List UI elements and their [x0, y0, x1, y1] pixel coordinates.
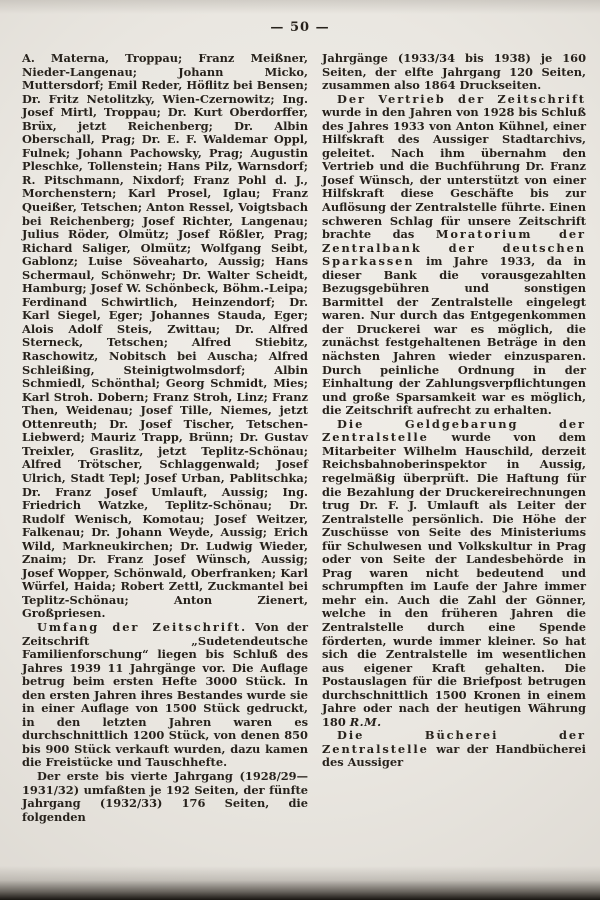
scan-bottom-edge — [0, 866, 600, 900]
column-left — [22, 52, 308, 824]
text-segment: war der Handbücherei des Aussiger — [322, 741, 586, 770]
emphasized-heading-text: Umfang der Zeitschrift. — [37, 619, 248, 634]
paragraph — [322, 93, 586, 418]
text-segment: R.M. — [349, 714, 382, 729]
page-number: — 50 — — [270, 20, 330, 35]
emphasized-heading-text: Moratorium der Zentralbank der deutschen Sparkassen — [322, 227, 586, 269]
text-segment: wurde in den Jahren von 1928 bis Schluß des Jahres 1933 von Anton Kühnel, einer Hilfskraft des Aussiger Stadtarchivs, geleitet. Nach ihm übernahm den Vertrieb und die Buchführung Dr. Franz Josef Wünsch, der unterstützt von einer Hilfskraft diese Geschäfte bis zur Auflösung der Zentralstelle führte. Einen schweren Schlag für unsere Zeitschrift brachte das — [322, 105, 586, 242]
text-segment: im Jahre 1933, da in dieser Bank die vorausgezahlten Bezugsgebühren und sonstigen Barmittel der Zentralstelle eingelegt waren. Nur durch das Entgegenkommen der Druckerei war es möglich, die zunächst festgehaltenen Beträge in den nächsten Jahren wieder einzusparen. Durch peinliche Ordnung in der Einhaltung der Zahlungsverpflichtungen und große Sparsamkeit war es möglich, die Zeitschrift aufrecht zu erhalten. — [322, 254, 586, 418]
paragraph — [322, 52, 586, 93]
text-segment: Der erste bis vierte Jahrgang (1928/29—1931/32) umfaßten je 192 Seiten, der fünfte Jahrgang (1932/33) 176 Seiten, die folgenden — [22, 768, 308, 824]
text-segment: wurde von dem Mitarbeiter Wilhelm Hauschild, derzeit Reichsbahnoberinspektor in Aussig, regelmäßig überprüft. Die Haftung für die Bezahlung der Druckereirechnungen trug Dr. F. J. Umlauft als Leiter der Zentralstelle persönlich. Die Höhe der Zuschüsse von Seite des Ministeriums für Schulwesen und Volkskultur in Prag oder von Seite der Landesbehörde in Prag waren nicht bedeutend und schrumpften im Laufe der Jahre immer mehr ein. Auch die Zahl der Gönner, welche in den früheren Jahren die Zentralstelle durch eine Spende förderten, wurde immer kleiner. So hat sich die Zentralstelle im wesentlichen aus eigener Kraft gehalten. Die Postauslagen für die Briefpost betrugen durchschnittlich 1500 Kronen in einem Jahre oder nach der heutigen Währung 180 — [322, 430, 586, 729]
emphasized-heading-text: Der Vertrieb der Zeitschrift — [337, 91, 586, 106]
column-right — [322, 52, 586, 824]
paragraph — [22, 621, 308, 770]
scan-top-shadow — [0, 0, 600, 14]
paragraph — [22, 52, 308, 621]
text-columns — [22, 52, 586, 824]
paragraph — [22, 770, 308, 824]
paragraph — [322, 729, 586, 770]
text-segment: A. Materna, Troppau; Franz Meißner, Nieder-Langenau; Johann Micko, Muttersdorf; Emil Reder, Höflitz bei Bensen; Dr. Fritz Netolitzky, Wien-Czernowitz; Ing. Josef Mirtl, Troppau; Dr. Kurt Oberdorffer, Brüx, jetzt Reichenberg; Dr. Albin Oberschall, Prag; Dr. E. F. Waldemar Oppl, Fulnek; Johann Pachowsky, Prag; Augustin Pleschke, Tollenstein; Hans Pilz, Warnsdorf; R. Pitschmann, Nixdorf; Franz Pohl d. J., Morchenstern; Karl Prosel, Iglau; Franz Queißer, Tetschen; Anton Ressel, Voigtsbach bei Reichenberg; Josef Richter, Langenau; Julius Röder, Olmütz; Josef Rößler, Prag; Richard Saliger, Olmütz; Wolfgang Seibt, Gablonz; Luise Söveaharto, Aussig; Hans Schermaul, Schönwehr; Dr. Walter Scheidt, Hamburg; Josef W. Schönbeck, Böhm.-Leipa; Ferdinand Schwirtlich, Heinzendorf; Dr. Karl Siegel, Eger; Johannes Stauda, Eger; Alois Adolf Steis, Zwittau; Dr. Alfred Sterneck, Tetschen; Alfred Stiebitz, Raschowitz, Nobitsch bei Auscha; Alfred Schleißing, Steinigtwolmsdorf; Albin Schmiedl, Schönthal; Georg Schmidt, Mies; Karl Stroh. Dobern; Franz Stroh, Linz; Franz Then, Weidenau; Josef Tille, Niemes, jetzt Ottenreuth; Dr. Josef Tischer, Tetschen-Liebwerd; Mauriz Trapp, Brünn; Dr. Gustav Treixler, Graslitz, jetzt Teplitz-Schönau; Alfred Trötscher, Schlaggenwald; Josef Ulrich, Stadt Tepl; Josef Urban, Pablitschka; Dr. Franz Josef Umlauft, Aussig; Ing. Friedrich Watzke, Teplitz-Schönau; Dr. Rudolf Wenisch, Komotau; Josef Weitzer, Falkenau; Dr. Johann Weyde, Aussig; Erich Wild, Markneukirchen; Dr. Ludwig Wieder, Znaim; Dr. Franz Josef Wünsch, Aussig; Josef Wopper, Schönwald, Oberfranken; Karl Würfel, Haida; Robert Zettl, Zuckmantel bei Teplitz-Schönau; Anton Zienert, Großpriesen. — [22, 51, 308, 621]
emphasized-heading-text: Die Geldgebarung der Zentralstelle — [322, 416, 586, 445]
text-segment: Von der Zeitschrift „Sudetendeutsche Familienforschung“ liegen bis Schluß des Jahres 1939 11 Jahrgänge vor. Die Auflage betrug beim ersten Hefte 3000 Stück. In den ersten Jahren ihres Bestandes wurde sie in einer Auflage von 1500 Stück gedruckt, in den letzten Jahren waren es durchschnittlich 1200 Stück, von denen 850 bis 900 Stück verkauft wurden, dazu kamen die Freistücke und Tauschhefte. — [22, 619, 308, 770]
paragraph — [322, 418, 586, 730]
text-segment: Jahrgänge (1933/34 bis 1938) je 160 Seiten, der elfte Jahrgang 120 Seiten, zusammen also 1864 Druckseiten. — [322, 51, 586, 93]
emphasized-heading-text: Die Bücherei der Zentralstelle — [322, 728, 586, 756]
